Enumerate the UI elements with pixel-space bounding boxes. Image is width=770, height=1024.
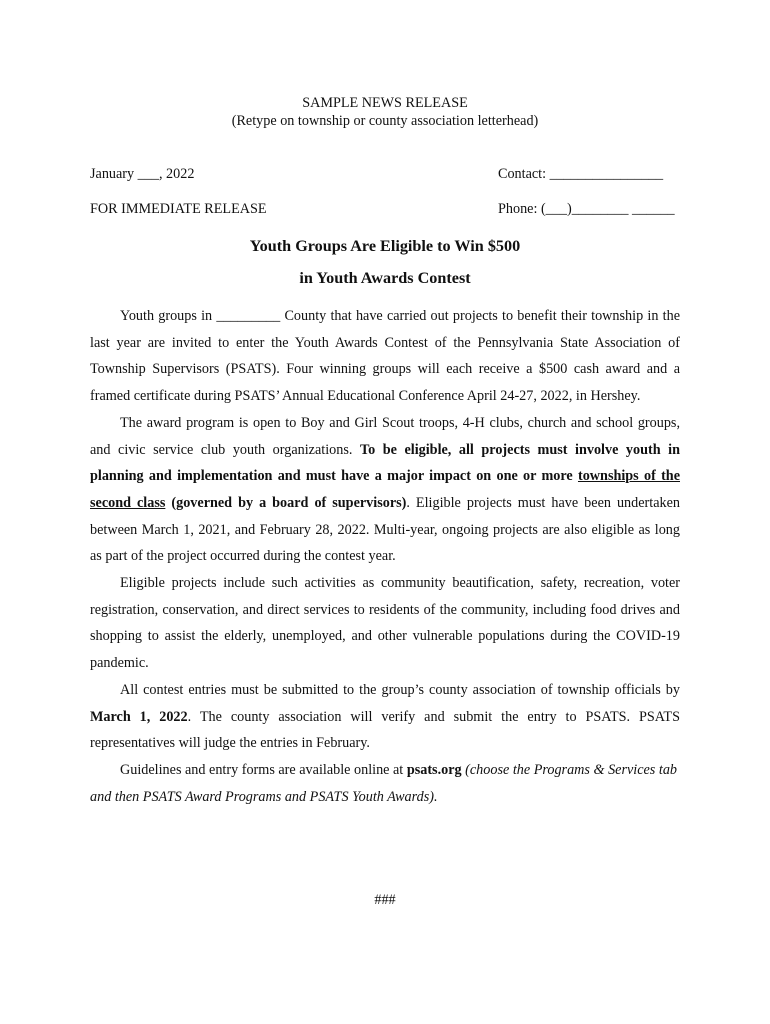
- retype-instruction: (Retype on township or county association letterhead): [231, 113, 539, 129]
- navigation-instructions: (choose the Programs & Services tab and then PSATS Award Programs and PSATS Youth Awards).: [90, 761, 678, 805]
- paragraph-4-rest: . The county association will verify and submit the entry to PSATS. PSATS representatives will judge the entries in February.: [90, 708, 680, 752]
- governance-note: (governed by a board of supervisors): [165, 494, 407, 511]
- paragraph-2: [90, 410, 680, 570]
- end-mark: ###: [374, 892, 396, 908]
- headline-line-1: Youth Groups Are Eligible to Win $500: [249, 237, 521, 255]
- article-body: [90, 303, 680, 810]
- release-date: January ___, 2022: [90, 166, 195, 182]
- phone-line: Phone: (___)________ ______: [498, 201, 675, 217]
- paragraph-2-text: The award program is open to Boy and Girl Scout troops, 4-H clubs, church and school groups, and civic service club youth organizations.: [90, 414, 680, 458]
- paragraph-3: Eligible projects include such activities as community beautification, safety, recreation, voter registration, conservation, and direct services to residents of the community, including food drives and shopping to assist the elderly, unemployed, and other vulnerable populations during the COVID-19 pandemic.: [90, 575, 680, 672]
- eligibility-requirement: To be eligible, all projects must involve youth in planning and implementation and must have a major impact on one or more: [90, 441, 680, 485]
- release-heading: SAMPLE NEWS RELEASE: [302, 95, 468, 111]
- release-status: FOR IMMEDIATE RELEASE: [90, 201, 267, 217]
- paragraph-1: Youth groups in _________ County that have carried out projects to benefit their township in the last year are invited to enter the Youth Awards Contest of the Pennsylvania State Association of Township Supervisors (PSATS). Four winning groups will each receive a $500 cash award and a framed certificate during PSATS’ Annual Educational Conference April 24-27, 2022, in Hershey.: [90, 308, 680, 405]
- headline-line-2: in Youth Awards Contest: [299, 269, 471, 287]
- contact-line: Contact: ________________: [498, 166, 664, 182]
- website-link[interactable]: psats.org: [406, 761, 462, 778]
- deadline-date: March 1, 2022: [90, 708, 188, 725]
- paragraph-5: [90, 757, 680, 810]
- paragraph-4: [90, 677, 680, 757]
- paragraph-2-dates: . Eligible projects must have been undertaken between March 1, 2021, and February 28, 2022. Multi-year, ongoing projects are also eligible as long as part of the project occurred during the contest year.: [90, 494, 680, 565]
- second-class-townships: townships of the second class: [90, 468, 680, 511]
- paragraph-4-text: All contest entries must be submitted to the group’s county association of township officials by: [120, 681, 680, 698]
- paragraph-5-text: Guidelines and entry forms are available online at: [120, 761, 407, 778]
